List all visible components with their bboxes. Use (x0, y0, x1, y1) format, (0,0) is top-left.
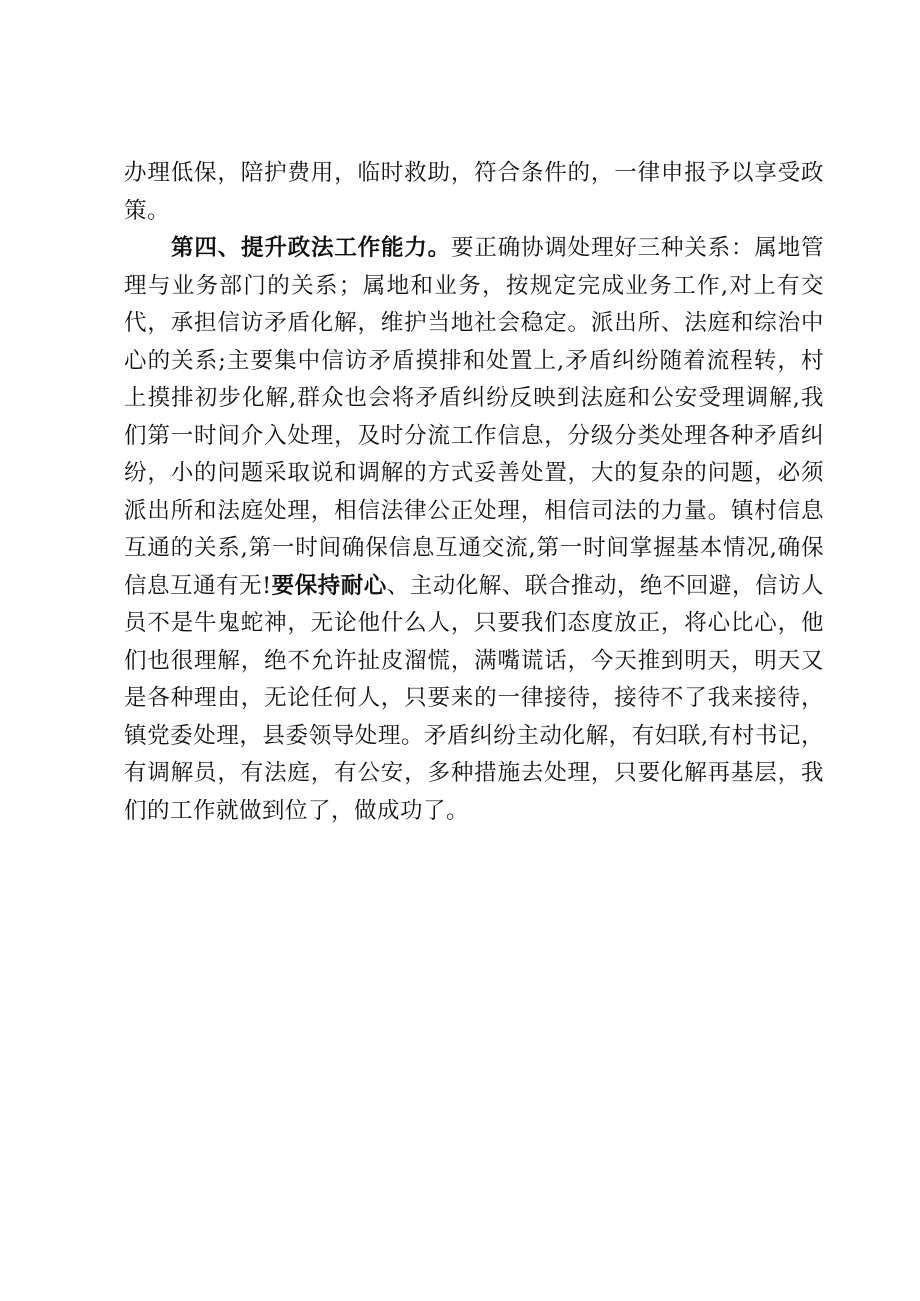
paragraph-political-legal (124, 230, 824, 830)
paragraph-body-part1: 要正确协调处理好三种关系：属地管理与业务部门的关系；属地和业务，按规定完成业务工作,对上有交代，承担信访矛盾化解，维护当地社会稳定。派出所、法庭和综治中心的关系;主要集中信访矛盾摸排和处置上,矛盾纠纷随着流程转，村上摸排初步化解,群众也会将矛盾纠纷反映到法庭和公安受理调解,我们第一时间介入处理，及时分流工作信息，分级分类处理各种矛盾纠纷，小的问题采取说和调解的方式妥善处置，大的复杂的问题，必须派出所和法庭处理，相信法律公正处理，相信司法的力量。镇村信息互通的关系,第一时间确保信息互通交流,第一时间掌握基本情况,确保信息互通有无! (124, 235, 824, 599)
paragraph-benefits-text: 办理低保，陪护费用，临时救助，符合条件的，一律申报予以享受政策。 (124, 160, 824, 224)
emphasis-phrase: 要保持耐心 (271, 572, 387, 599)
paragraph-body-part2: 、主动化解、联合推动，绝不回避，信访人员不是牛鬼蛇神，无论他什么人，只要我们态度放正，将心比心，他们也很理解，绝不允许扯皮溜慌，满嘴谎话，今天推到明天，明天又是各种理由，无论任何人，只要来的一律接待，接待不了我来接待，镇党委处理，县委领导处理。矛盾纠纷主动化解，有妇联,有村书记，有调解员，有法庭，有公安，多种措施去处理，只要化解再基层，我们的工作就做到位了，做成功了。 (124, 572, 824, 824)
section-heading: 第四、提升政法工作能力。 (171, 235, 451, 261)
paragraph-benefits (124, 155, 824, 230)
document-body (124, 155, 824, 830)
